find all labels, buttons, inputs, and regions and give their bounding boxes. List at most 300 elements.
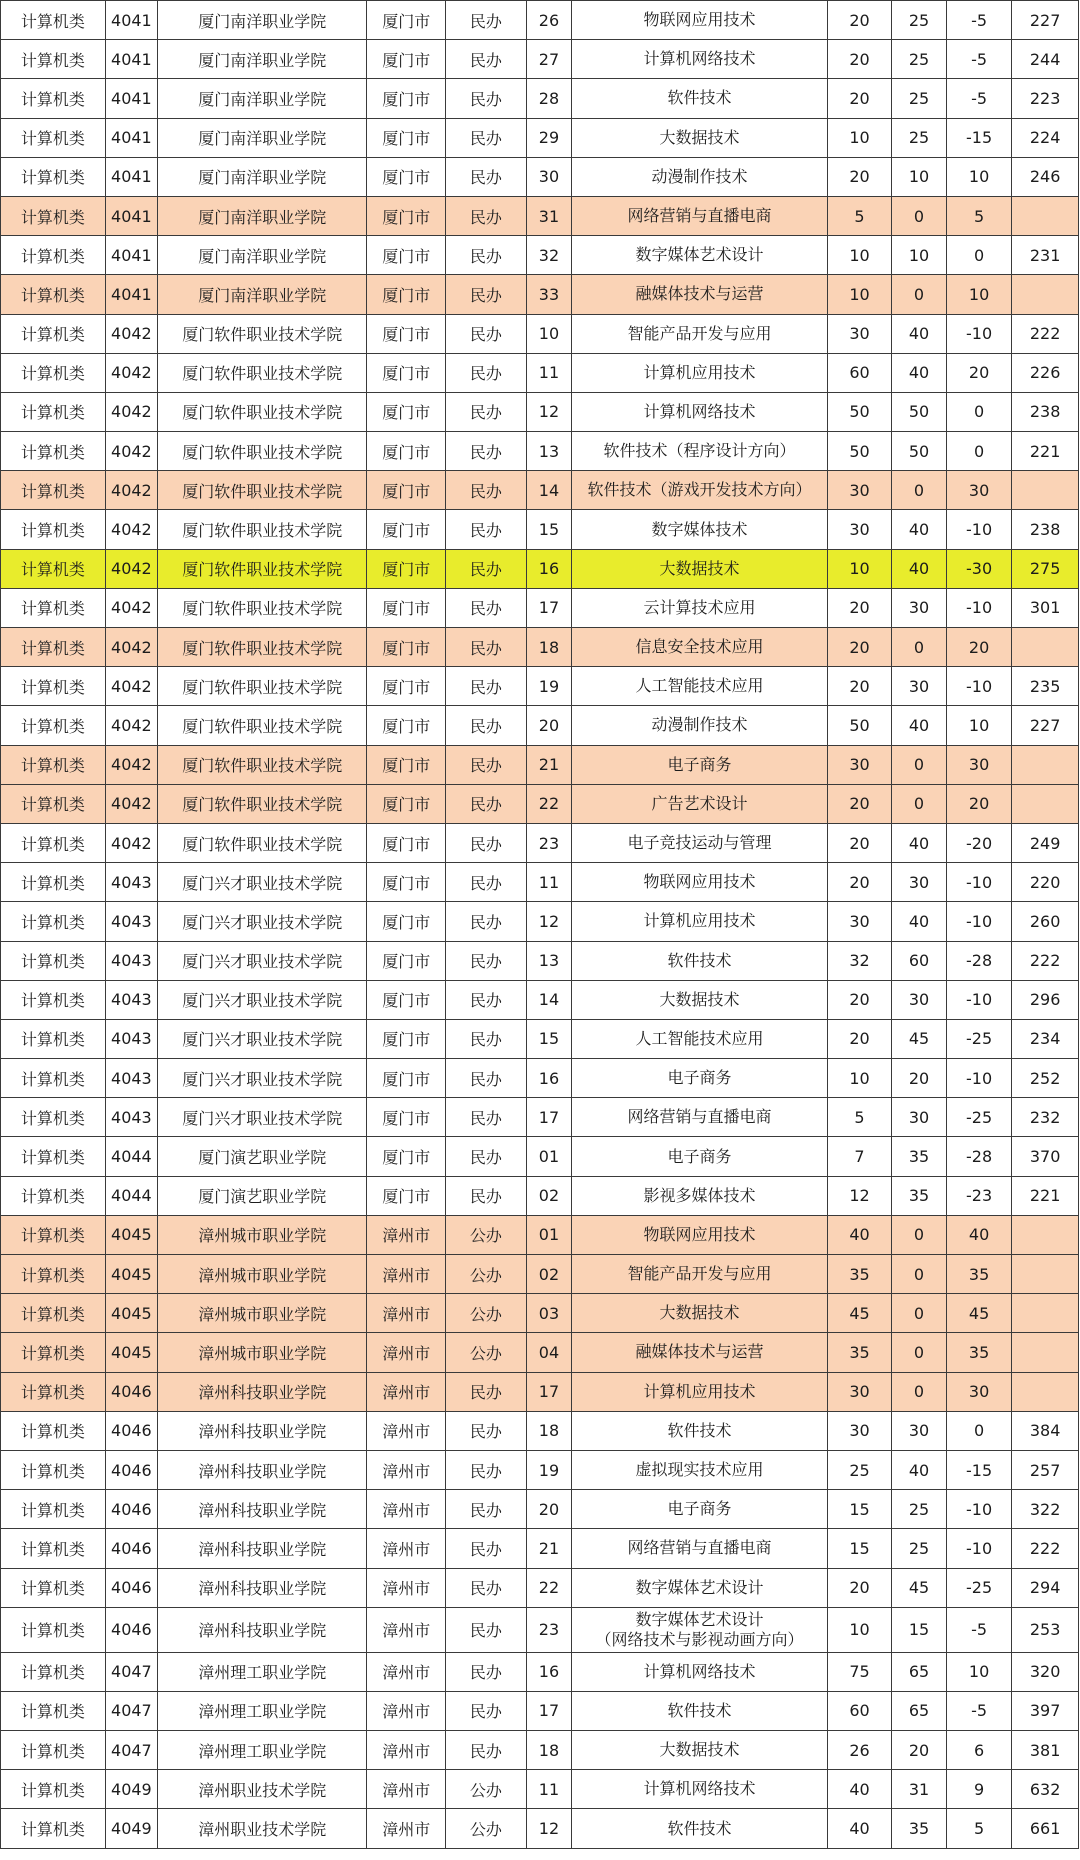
cell-plan-b: 30 bbox=[892, 588, 947, 627]
cell-plan-a: 35 bbox=[827, 1333, 891, 1372]
cell-major: 智能产品开发与应用 bbox=[572, 1255, 828, 1294]
table-row bbox=[1, 196, 1079, 235]
cell-plan-a: 7 bbox=[827, 1137, 891, 1176]
cell-major: 电子商务 bbox=[572, 745, 828, 784]
cell-category: 计算机类 bbox=[1, 745, 106, 784]
cell-school: 厦门南洋职业学院 bbox=[158, 196, 367, 235]
cell-score bbox=[1012, 784, 1079, 823]
cell-major-code: 17 bbox=[526, 588, 571, 627]
table-row bbox=[1, 1255, 1079, 1294]
cell-change: -30 bbox=[946, 549, 1011, 588]
cell-plan-a: 20 bbox=[827, 628, 891, 667]
cell-score: 322 bbox=[1012, 1490, 1079, 1529]
cell-city: 厦门市 bbox=[367, 1137, 446, 1176]
cell-major-code: 01 bbox=[526, 1137, 571, 1176]
cell-plan-a: 25 bbox=[827, 1450, 891, 1489]
cell-score: 246 bbox=[1012, 157, 1079, 196]
cell-score: 226 bbox=[1012, 353, 1079, 392]
cell-major: 计算机应用技术 bbox=[572, 353, 828, 392]
table-row bbox=[1, 1450, 1079, 1489]
cell-plan-b: 25 bbox=[892, 40, 947, 79]
cell-category: 计算机类 bbox=[1, 1059, 106, 1098]
cell-category: 计算机类 bbox=[1, 1294, 106, 1333]
cell-plan-a: 30 bbox=[827, 1372, 891, 1411]
cell-plan-b: 20 bbox=[892, 1059, 947, 1098]
cell-plan-a: 40 bbox=[827, 1215, 891, 1254]
cell-code: 4043 bbox=[105, 1019, 157, 1058]
cell-school: 厦门软件职业技术学院 bbox=[158, 314, 367, 353]
cell-major: 动漫制作技术 bbox=[572, 157, 828, 196]
cell-ownership: 民办 bbox=[445, 588, 526, 627]
cell-major: 虚拟现实技术应用 bbox=[572, 1450, 828, 1489]
cell-ownership: 公办 bbox=[445, 1809, 526, 1848]
cell-change: -10 bbox=[946, 510, 1011, 549]
cell-plan-b: 40 bbox=[892, 314, 947, 353]
table-row bbox=[1, 706, 1079, 745]
cell-ownership: 民办 bbox=[445, 353, 526, 392]
cell-school: 厦门软件职业技术学院 bbox=[158, 745, 367, 784]
cell-city: 厦门市 bbox=[367, 118, 446, 157]
cell-change: 10 bbox=[946, 1652, 1011, 1691]
cell-city: 漳州市 bbox=[367, 1294, 446, 1333]
cell-plan-a: 20 bbox=[827, 157, 891, 196]
cell-school: 漳州科技职业学院 bbox=[158, 1568, 367, 1607]
cell-plan-a: 5 bbox=[827, 1098, 891, 1137]
cell-plan-a: 20 bbox=[827, 588, 891, 627]
cell-plan-b: 45 bbox=[892, 1019, 947, 1058]
cell-plan-a: 20 bbox=[827, 784, 891, 823]
cell-ownership: 民办 bbox=[445, 1568, 526, 1607]
table-row bbox=[1, 628, 1079, 667]
cell-school: 厦门南洋职业学院 bbox=[158, 1, 367, 40]
cell-score: 257 bbox=[1012, 1450, 1079, 1489]
cell-ownership: 民办 bbox=[445, 863, 526, 902]
cell-city: 厦门市 bbox=[367, 236, 446, 275]
cell-code: 4042 bbox=[105, 628, 157, 667]
cell-major-code: 20 bbox=[526, 706, 571, 745]
cell-school: 漳州理工职业学院 bbox=[158, 1731, 367, 1770]
table-row bbox=[1, 1059, 1079, 1098]
cell-major-code: 14 bbox=[526, 471, 571, 510]
cell-school: 漳州科技职业学院 bbox=[158, 1529, 367, 1568]
cell-code: 4042 bbox=[105, 549, 157, 588]
table-row bbox=[1, 1411, 1079, 1450]
cell-school: 漳州科技职业学院 bbox=[158, 1450, 367, 1489]
cell-major-code: 11 bbox=[526, 863, 571, 902]
cell-ownership: 民办 bbox=[445, 1176, 526, 1215]
cell-change: -10 bbox=[946, 667, 1011, 706]
cell-category: 计算机类 bbox=[1, 1411, 106, 1450]
cell-code: 4043 bbox=[105, 902, 157, 941]
cell-major: 大数据技术 bbox=[572, 1731, 828, 1770]
cell-plan-b: 0 bbox=[892, 745, 947, 784]
cell-city: 漳州市 bbox=[367, 1652, 446, 1691]
cell-code: 4041 bbox=[105, 236, 157, 275]
cell-city: 厦门市 bbox=[367, 471, 446, 510]
cell-major-code: 13 bbox=[526, 941, 571, 980]
cell-major-code: 30 bbox=[526, 157, 571, 196]
cell-school: 厦门演艺职业学院 bbox=[158, 1176, 367, 1215]
cell-score: 232 bbox=[1012, 1098, 1079, 1137]
table-row bbox=[1, 549, 1079, 588]
cell-major: 智能产品开发与应用 bbox=[572, 314, 828, 353]
cell-major-code: 17 bbox=[526, 1098, 571, 1137]
cell-school: 漳州职业技术学院 bbox=[158, 1770, 367, 1809]
cell-school: 厦门软件职业技术学院 bbox=[158, 588, 367, 627]
table-row bbox=[1, 1294, 1079, 1333]
cell-score: 381 bbox=[1012, 1731, 1079, 1770]
cell-major: 数字媒体艺术设计 bbox=[572, 1568, 828, 1607]
cell-major-code: 18 bbox=[526, 1411, 571, 1450]
cell-major: 软件技术 bbox=[572, 1691, 828, 1730]
cell-plan-b: 30 bbox=[892, 667, 947, 706]
cell-change: -25 bbox=[946, 1098, 1011, 1137]
cell-score: 296 bbox=[1012, 980, 1079, 1019]
cell-code: 4045 bbox=[105, 1294, 157, 1333]
cell-ownership: 民办 bbox=[445, 1411, 526, 1450]
cell-plan-a: 75 bbox=[827, 1652, 891, 1691]
cell-category: 计算机类 bbox=[1, 1809, 106, 1848]
cell-major-code: 12 bbox=[526, 902, 571, 941]
cell-plan-b: 40 bbox=[892, 706, 947, 745]
cell-ownership: 民办 bbox=[445, 1691, 526, 1730]
table-row bbox=[1, 784, 1079, 823]
table-row bbox=[1, 1215, 1079, 1254]
table-row bbox=[1, 157, 1079, 196]
table-row bbox=[1, 1137, 1079, 1176]
cell-category: 计算机类 bbox=[1, 1652, 106, 1691]
cell-school: 厦门软件职业技术学院 bbox=[158, 628, 367, 667]
cell-ownership: 民办 bbox=[445, 549, 526, 588]
cell-major-code: 12 bbox=[526, 392, 571, 431]
cell-score bbox=[1012, 1372, 1079, 1411]
table-row bbox=[1, 1176, 1079, 1215]
cell-major-code: 33 bbox=[526, 275, 571, 314]
cell-plan-a: 50 bbox=[827, 392, 891, 431]
cell-school: 漳州城市职业学院 bbox=[158, 1255, 367, 1294]
table-row bbox=[1, 1372, 1079, 1411]
cell-major: 计算机应用技术 bbox=[572, 902, 828, 941]
cell-category: 计算机类 bbox=[1, 549, 106, 588]
cell-score: 222 bbox=[1012, 314, 1079, 353]
cell-category: 计算机类 bbox=[1, 980, 106, 1019]
cell-major-code: 13 bbox=[526, 432, 571, 471]
cell-plan-b: 30 bbox=[892, 1098, 947, 1137]
cell-school: 厦门软件职业技术学院 bbox=[158, 353, 367, 392]
cell-code: 4043 bbox=[105, 941, 157, 980]
cell-major-code: 32 bbox=[526, 236, 571, 275]
cell-code: 4041 bbox=[105, 118, 157, 157]
cell-change: -10 bbox=[946, 1490, 1011, 1529]
cell-major-code: 12 bbox=[526, 1809, 571, 1848]
cell-major: 电子竞技运动与管理 bbox=[572, 823, 828, 862]
cell-plan-a: 30 bbox=[827, 510, 891, 549]
cell-plan-b: 0 bbox=[892, 471, 947, 510]
cell-plan-b: 25 bbox=[892, 1, 947, 40]
cell-major: 大数据技术 bbox=[572, 549, 828, 588]
cell-school: 漳州理工职业学院 bbox=[158, 1652, 367, 1691]
cell-score: 244 bbox=[1012, 40, 1079, 79]
cell-ownership: 民办 bbox=[445, 314, 526, 353]
cell-code: 4046 bbox=[105, 1529, 157, 1568]
cell-major: 计算机应用技术 bbox=[572, 1372, 828, 1411]
cell-plan-b: 65 bbox=[892, 1652, 947, 1691]
cell-plan-b: 31 bbox=[892, 1770, 947, 1809]
cell-code: 4043 bbox=[105, 863, 157, 902]
cell-school: 厦门南洋职业学院 bbox=[158, 40, 367, 79]
cell-category: 计算机类 bbox=[1, 1176, 106, 1215]
cell-change: -5 bbox=[946, 1, 1011, 40]
cell-code: 4042 bbox=[105, 392, 157, 431]
cell-ownership: 民办 bbox=[445, 902, 526, 941]
cell-category: 计算机类 bbox=[1, 314, 106, 353]
cell-major-code: 17 bbox=[526, 1372, 571, 1411]
cell-category: 计算机类 bbox=[1, 236, 106, 275]
cell-score: 252 bbox=[1012, 1059, 1079, 1098]
cell-major: 数字媒体艺术设计 （网络技术与影视动画方向） bbox=[572, 1607, 828, 1652]
cell-ownership: 公办 bbox=[445, 1294, 526, 1333]
cell-ownership: 民办 bbox=[445, 510, 526, 549]
cell-ownership: 民办 bbox=[445, 1652, 526, 1691]
cell-change: -28 bbox=[946, 1137, 1011, 1176]
cell-plan-b: 0 bbox=[892, 1333, 947, 1372]
cell-city: 漳州市 bbox=[367, 1215, 446, 1254]
table-row bbox=[1, 1529, 1079, 1568]
cell-school: 厦门南洋职业学院 bbox=[158, 79, 367, 118]
cell-change: -25 bbox=[946, 1019, 1011, 1058]
cell-code: 4041 bbox=[105, 157, 157, 196]
cell-school: 厦门软件职业技术学院 bbox=[158, 549, 367, 588]
cell-change: 35 bbox=[946, 1255, 1011, 1294]
cell-score: 320 bbox=[1012, 1652, 1079, 1691]
table-row bbox=[1, 745, 1079, 784]
cell-city: 厦门市 bbox=[367, 628, 446, 667]
cell-ownership: 民办 bbox=[445, 196, 526, 235]
cell-score: 227 bbox=[1012, 706, 1079, 745]
cell-category: 计算机类 bbox=[1, 1731, 106, 1770]
table-row bbox=[1, 980, 1079, 1019]
table-row bbox=[1, 1652, 1079, 1691]
cell-code: 4042 bbox=[105, 784, 157, 823]
cell-change: 10 bbox=[946, 706, 1011, 745]
cell-score: 397 bbox=[1012, 1691, 1079, 1730]
cell-school: 厦门软件职业技术学院 bbox=[158, 784, 367, 823]
cell-score bbox=[1012, 1255, 1079, 1294]
cell-city: 漳州市 bbox=[367, 1411, 446, 1450]
cell-major-code: 16 bbox=[526, 549, 571, 588]
cell-code: 4046 bbox=[105, 1411, 157, 1450]
cell-city: 漳州市 bbox=[367, 1691, 446, 1730]
cell-school: 厦门软件职业技术学院 bbox=[158, 823, 367, 862]
cell-city: 厦门市 bbox=[367, 79, 446, 118]
cell-score: 294 bbox=[1012, 1568, 1079, 1607]
cell-score bbox=[1012, 275, 1079, 314]
cell-category: 计算机类 bbox=[1, 1137, 106, 1176]
cell-change: -28 bbox=[946, 941, 1011, 980]
cell-code: 4046 bbox=[105, 1490, 157, 1529]
cell-plan-b: 25 bbox=[892, 79, 947, 118]
cell-score: 275 bbox=[1012, 549, 1079, 588]
cell-code: 4042 bbox=[105, 432, 157, 471]
cell-category: 计算机类 bbox=[1, 863, 106, 902]
cell-school: 漳州科技职业学院 bbox=[158, 1411, 367, 1450]
cell-major: 广告艺术设计 bbox=[572, 784, 828, 823]
cell-plan-a: 20 bbox=[827, 980, 891, 1019]
cell-plan-a: 10 bbox=[827, 236, 891, 275]
cell-score bbox=[1012, 1333, 1079, 1372]
cell-major-code: 29 bbox=[526, 118, 571, 157]
cell-category: 计算机类 bbox=[1, 1490, 106, 1529]
cell-category: 计算机类 bbox=[1, 941, 106, 980]
table-row bbox=[1, 275, 1079, 314]
cell-city: 漳州市 bbox=[367, 1770, 446, 1809]
cell-score bbox=[1012, 628, 1079, 667]
cell-plan-a: 10 bbox=[827, 1607, 891, 1652]
cell-code: 4046 bbox=[105, 1607, 157, 1652]
cell-plan-b: 30 bbox=[892, 1411, 947, 1450]
cell-city: 漳州市 bbox=[367, 1568, 446, 1607]
cell-major-code: 16 bbox=[526, 1652, 571, 1691]
cell-ownership: 民办 bbox=[445, 471, 526, 510]
cell-plan-a: 10 bbox=[827, 549, 891, 588]
table-row bbox=[1, 392, 1079, 431]
table-row bbox=[1, 118, 1079, 157]
cell-plan-a: 32 bbox=[827, 941, 891, 980]
cell-major: 软件技术 bbox=[572, 941, 828, 980]
cell-plan-b: 25 bbox=[892, 1490, 947, 1529]
cell-major-code: 02 bbox=[526, 1255, 571, 1294]
cell-code: 4047 bbox=[105, 1691, 157, 1730]
cell-plan-a: 20 bbox=[827, 79, 891, 118]
cell-plan-b: 40 bbox=[892, 902, 947, 941]
cell-city: 漳州市 bbox=[367, 1333, 446, 1372]
cell-major-code: 04 bbox=[526, 1333, 571, 1372]
cell-city: 厦门市 bbox=[367, 745, 446, 784]
cell-ownership: 民办 bbox=[445, 980, 526, 1019]
cell-plan-b: 0 bbox=[892, 275, 947, 314]
cell-major-code: 14 bbox=[526, 980, 571, 1019]
table-row bbox=[1, 1568, 1079, 1607]
cell-school: 漳州理工职业学院 bbox=[158, 1691, 367, 1730]
cell-major: 软件技术（游戏开发技术方向） bbox=[572, 471, 828, 510]
cell-code: 4042 bbox=[105, 471, 157, 510]
cell-score: 632 bbox=[1012, 1770, 1079, 1809]
cell-school: 漳州科技职业学院 bbox=[158, 1372, 367, 1411]
table-row bbox=[1, 510, 1079, 549]
cell-major-code: 19 bbox=[526, 667, 571, 706]
cell-category: 计算机类 bbox=[1, 1372, 106, 1411]
table-row bbox=[1, 1098, 1079, 1137]
cell-ownership: 民办 bbox=[445, 1, 526, 40]
cell-school: 厦门软件职业技术学院 bbox=[158, 432, 367, 471]
cell-category: 计算机类 bbox=[1, 40, 106, 79]
cell-major: 电子商务 bbox=[572, 1137, 828, 1176]
cell-code: 4045 bbox=[105, 1255, 157, 1294]
cell-score: 235 bbox=[1012, 667, 1079, 706]
cell-major: 计算机网络技术 bbox=[572, 392, 828, 431]
cell-ownership: 民办 bbox=[445, 432, 526, 471]
cell-change: 0 bbox=[946, 392, 1011, 431]
cell-score bbox=[1012, 1294, 1079, 1333]
cell-category: 计算机类 bbox=[1, 196, 106, 235]
cell-city: 漳州市 bbox=[367, 1809, 446, 1848]
cell-school: 厦门兴才职业技术学院 bbox=[158, 980, 367, 1019]
cell-category: 计算机类 bbox=[1, 1019, 106, 1058]
cell-change: -5 bbox=[946, 1607, 1011, 1652]
cell-category: 计算机类 bbox=[1, 118, 106, 157]
cell-change: -15 bbox=[946, 118, 1011, 157]
cell-code: 4043 bbox=[105, 980, 157, 1019]
cell-major-code: 19 bbox=[526, 1450, 571, 1489]
cell-code: 4049 bbox=[105, 1809, 157, 1848]
cell-plan-b: 0 bbox=[892, 1372, 947, 1411]
cell-major: 物联网应用技术 bbox=[572, 1, 828, 40]
cell-plan-b: 10 bbox=[892, 236, 947, 275]
cell-code: 4042 bbox=[105, 588, 157, 627]
cell-category: 计算机类 bbox=[1, 823, 106, 862]
cell-score bbox=[1012, 196, 1079, 235]
cell-city: 厦门市 bbox=[367, 432, 446, 471]
cell-city: 漳州市 bbox=[367, 1490, 446, 1529]
cell-category: 计算机类 bbox=[1, 79, 106, 118]
cell-ownership: 民办 bbox=[445, 1731, 526, 1770]
cell-plan-a: 20 bbox=[827, 1019, 891, 1058]
cell-code: 4042 bbox=[105, 314, 157, 353]
cell-plan-b: 40 bbox=[892, 1450, 947, 1489]
cell-category: 计算机类 bbox=[1, 1691, 106, 1730]
cell-change: 5 bbox=[946, 196, 1011, 235]
cell-plan-a: 20 bbox=[827, 1568, 891, 1607]
cell-major: 融媒体技术与运营 bbox=[572, 275, 828, 314]
cell-ownership: 民办 bbox=[445, 157, 526, 196]
cell-ownership: 民办 bbox=[445, 706, 526, 745]
cell-major-code: 21 bbox=[526, 1529, 571, 1568]
cell-major: 计算机网络技术 bbox=[572, 1652, 828, 1691]
cell-major: 动漫制作技术 bbox=[572, 706, 828, 745]
cell-change: -23 bbox=[946, 1176, 1011, 1215]
cell-plan-a: 20 bbox=[827, 40, 891, 79]
cell-category: 计算机类 bbox=[1, 1770, 106, 1809]
table-row bbox=[1, 432, 1079, 471]
cell-city: 厦门市 bbox=[367, 275, 446, 314]
cell-code: 4042 bbox=[105, 353, 157, 392]
cell-major-code: 02 bbox=[526, 1176, 571, 1215]
table-row bbox=[1, 40, 1079, 79]
cell-plan-a: 5 bbox=[827, 196, 891, 235]
cell-plan-a: 30 bbox=[827, 314, 891, 353]
table-row bbox=[1, 353, 1079, 392]
table-row bbox=[1, 236, 1079, 275]
cell-score: 223 bbox=[1012, 79, 1079, 118]
cell-major: 软件技术（程序设计方向） bbox=[572, 432, 828, 471]
cell-score: 220 bbox=[1012, 863, 1079, 902]
cell-city: 厦门市 bbox=[367, 980, 446, 1019]
cell-ownership: 民办 bbox=[445, 79, 526, 118]
table-row bbox=[1, 1731, 1079, 1770]
cell-city: 漳州市 bbox=[367, 1450, 446, 1489]
table-row bbox=[1, 1691, 1079, 1730]
cell-plan-a: 15 bbox=[827, 1529, 891, 1568]
cell-ownership: 民办 bbox=[445, 1019, 526, 1058]
cell-change: -10 bbox=[946, 863, 1011, 902]
cell-school: 厦门兴才职业技术学院 bbox=[158, 1019, 367, 1058]
cell-code: 4044 bbox=[105, 1137, 157, 1176]
cell-score: 231 bbox=[1012, 236, 1079, 275]
cell-major: 大数据技术 bbox=[572, 980, 828, 1019]
cell-major: 计算机网络技术 bbox=[572, 1770, 828, 1809]
cell-score: 238 bbox=[1012, 510, 1079, 549]
cell-plan-b: 0 bbox=[892, 1294, 947, 1333]
